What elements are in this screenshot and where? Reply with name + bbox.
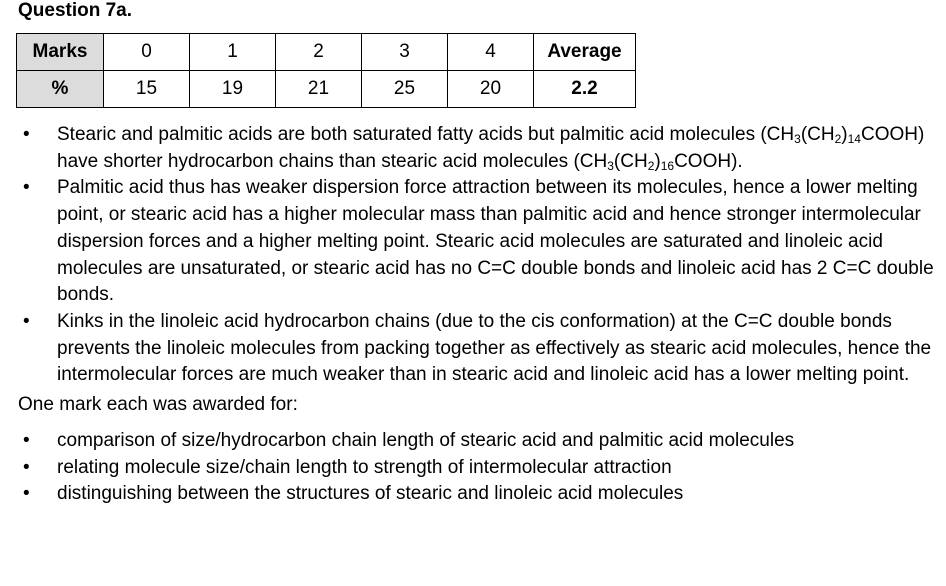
bullet-1-text-e: (CH <box>613 150 648 172</box>
average-value-cell: 2.2 <box>534 71 636 108</box>
percent-cell-0: 15 <box>104 71 190 108</box>
bullet-1-text-b: (CH <box>800 124 835 145</box>
explanation-list <box>18 122 938 389</box>
explanation-bullet-1 <box>18 122 938 175</box>
marks-row <box>17 34 636 71</box>
bullet-1-text-f: ) <box>654 150 661 172</box>
mark-cell-2: 2 <box>276 34 362 71</box>
criteria-intro: One mark each was awarded for: <box>18 394 298 416</box>
bullet-1-text-a: Stearic and palmitic acids are both saturated fatty acids but palmitic acid molecules (CH <box>57 124 795 145</box>
percent-cell-3: 25 <box>362 71 448 108</box>
mark-cell-1: 1 <box>190 34 276 71</box>
bullet-1-sub-d: 3 <box>607 158 614 173</box>
average-label-cell: Average <box>534 34 636 71</box>
percent-row <box>17 71 636 108</box>
criteria-item-2: • relating molecule size/chain length to strength of intermolecular attraction <box>18 455 938 482</box>
percent-cell-2: 21 <box>276 71 362 108</box>
mark-cell-0: 0 <box>104 34 190 71</box>
percent-cell-4: 20 <box>448 71 534 108</box>
marks-table <box>16 33 636 108</box>
bullet-1-text-g: COOH). <box>674 150 743 172</box>
mark-cell-4: 4 <box>448 34 534 71</box>
document-page <box>18 0 938 508</box>
bullet-1-sub-f: 16 <box>660 158 675 173</box>
bullet-1-text-c: ) <box>841 124 848 145</box>
question-title: Question 7a. <box>18 0 133 21</box>
bullet-1-text-d: COOH) have shorter hydrocarbon chains than stearic acid molecules (CH <box>57 124 925 172</box>
explanation-bullet-3: • Kinks in the linoleic acid hydrocarbon chains (due to the cis conformation) at the C=C double bonds prevents the linoleic molecules from packing together as effectively as stearic acid molecules, hence the intermolecular forces are much weaker than in stearic acid and linoleic acid has a lower melting point. <box>18 309 938 389</box>
explanation-bullet-2: • Palmitic acid thus has weaker dispersion force attraction between its molecules, hence a lower melting point, or stearic acid has a higher molecular mass than palmitic acid and hence stronger intermolecular dispersion forces and a higher melting point. Stearic acid molecules are saturated and linoleic acid molecules are unsaturated, or stearic acid has no C=C double bonds and linoleic acid has 2 C=C double bonds. <box>18 175 938 309</box>
bullet-1-sub-b: 2 <box>834 132 842 146</box>
criteria-item-3: • distinguishing between the structures of stearic and linoleic acid molecules <box>18 481 938 508</box>
bullet-1-sub-c: 14 <box>847 132 861 146</box>
marks-label-cell: Marks <box>17 34 104 71</box>
mark-cell-3: 3 <box>362 34 448 71</box>
criteria-list <box>18 428 938 508</box>
criteria-item-1: • comparison of size/hydrocarbon chain length of stearic acid and palmitic acid molecules <box>18 428 938 455</box>
percent-cell-1: 19 <box>190 71 276 108</box>
bullet-1-sub-e: 2 <box>647 158 655 173</box>
percent-label-cell: % <box>17 71 104 108</box>
bullet-1-sub-a: 3 <box>794 132 801 146</box>
